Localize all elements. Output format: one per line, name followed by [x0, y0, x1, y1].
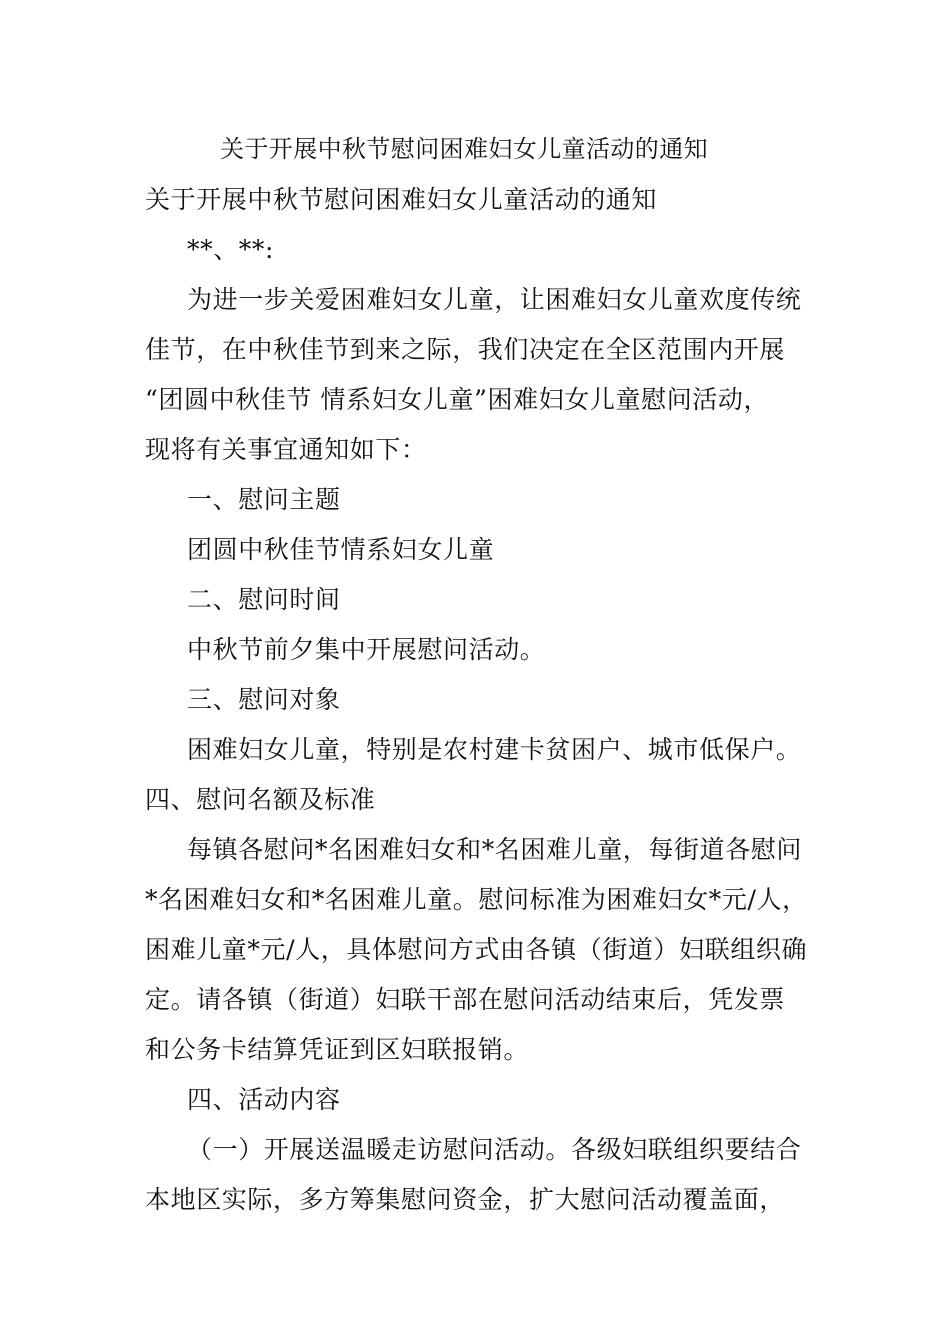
section-text-time: 中秋节前夕集中开展慰问活动。: [187, 635, 546, 664]
quota-line-5: 和公务卡结算凭证到区妇联报销。: [145, 1035, 530, 1064]
document-title: 关于开展中秋节慰问困难妇女儿童活动的通知: [220, 135, 708, 163]
section-heading-theme: 一、慰问主题: [187, 485, 341, 514]
quota-line-3: 困难儿童*元/人，具体慰问方式由各镇（街道）妇联组织确: [145, 935, 808, 964]
quota-line-4: 定。请各镇（街道）妇联干部在慰问活动结束后，凭发票: [145, 985, 786, 1014]
intro-line-1: 为进一步关爱困难妇女儿童，让困难妇女儿童欢度传统: [187, 285, 802, 314]
section-text-target: 困难妇女儿童，特别是农村建卡贫困户、城市低保户。: [187, 735, 802, 764]
salutation: **、**:: [187, 235, 275, 264]
section-heading-activities: 四、活动内容: [187, 1085, 341, 1114]
quota-line-2: *名困难妇女和*名困难儿童。慰问标准为困难妇女*元/人，: [145, 885, 808, 914]
activities-line-1: （一）开展送温暖走访慰问活动。各级妇联组织要结合: [187, 1135, 802, 1164]
intro-line-2: 佳节，在中秋佳节到来之际，我们决定在全区范围内开展: [145, 335, 786, 364]
intro-line-4: 现将有关事宜通知如下：: [145, 435, 427, 464]
section-heading-time: 二、慰问时间: [187, 585, 341, 614]
quota-line-1: 每镇各慰问*名困难妇女和*名困难儿童，每街道各慰问: [187, 835, 803, 864]
section-heading-quota: 四、慰问名额及标准: [145, 785, 376, 814]
activities-line-2: 本地区实际，多方筹集慰问资金，扩大慰问活动覆盖面，: [145, 1185, 786, 1214]
intro-line-3: “团圆中秋佳节 情系妇女儿童”困难妇女儿童慰问活动，: [145, 385, 770, 414]
section-text-theme: 团圆中秋佳节情系妇女儿童: [187, 535, 495, 564]
section-heading-target: 三、慰问对象: [187, 685, 341, 714]
document-subtitle: 关于开展中秋节慰问困难妇女儿童活动的通知: [145, 185, 658, 214]
